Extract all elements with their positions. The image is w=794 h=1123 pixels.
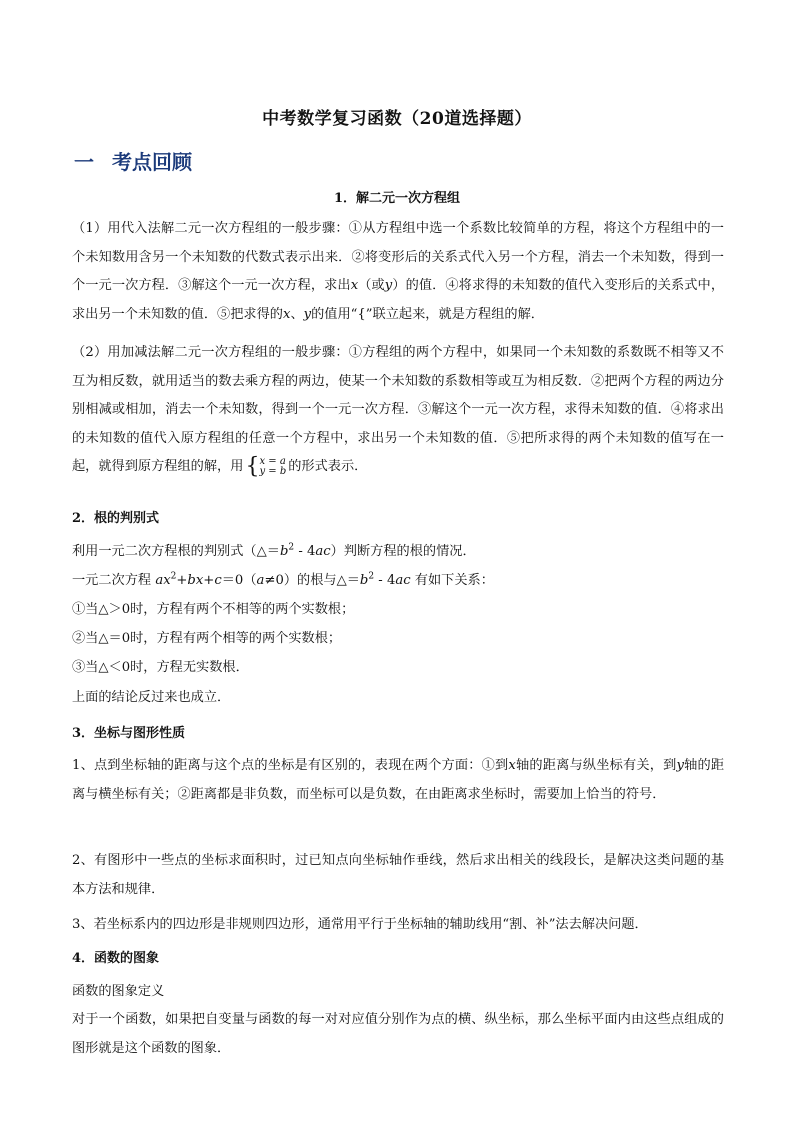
equation-system: [245, 453, 287, 479]
var-x: x: [508, 758, 516, 773]
s2-l2-h: - 4: [374, 573, 396, 588]
s3-paragraph-2: 2、有图形中一些点的坐标求面积时，过已知点向坐标轴作垂线，然后求出相关的线段长，是解决这类问题的基本方法和规律．: [72, 853, 724, 897]
s1-p2-text-a: （2）用加减法解二元一次方程组的一般步骤：①方程组的两个方程中，如果同一个未知数的系数既不相等又不互为相反数，就用适当的数去乘方程的两边，使某一个未知数的系数相等或互为相反数．②把两个方程的两边分别相减或相加，消去一个未知数，得到一个一元一次方程．③解这个一元一次方程，求得未知数的值．④将求出的未知数的值代入原方程组的任意一个方程中，求出另一个未知数的值．⑤把所求得的两个未知数的值写在一起，就得到原方程组的解，用: [72, 345, 724, 474]
s2-line-1: [72, 540, 476, 559]
s2-line-2: [72, 569, 494, 588]
var-y: y: [384, 278, 393, 293]
var-y: y: [303, 306, 312, 322]
var-a: a: [256, 573, 265, 588]
subsection-1-heading: 1．解二元一次方程组: [333, 191, 461, 206]
s3-p1-a: 1、点到坐标轴的距离与这个点的坐标是有区别的，表现在两个方面：①到: [72, 758, 509, 773]
var-y: y: [676, 758, 684, 773]
s2-line-3: ①当△＞0时，方程有两个不相等的两个实数根；: [72, 602, 355, 617]
s1-p1-sep: 、: [290, 306, 304, 322]
s2-l1-c: - 4: [294, 544, 316, 559]
s2-l1-a: 利用一元二次方程根的判别式（△＝: [72, 544, 280, 559]
exponent: 2: [288, 542, 295, 553]
s2-l2-j: 有如下关系：: [410, 573, 494, 588]
var-x: x: [283, 306, 291, 322]
section-number: 一: [74, 150, 94, 174]
system-row-2: y = b: [259, 465, 287, 477]
s1-paragraph-2: [72, 339, 724, 482]
document-title: 中考数学复习函数（20道选择题）: [262, 109, 532, 129]
s2-l2-f: ≠0）的根与△＝: [264, 573, 360, 588]
var-b: b: [279, 544, 289, 559]
s2-line-4: ②当△＝0时，方程有两个相等的两个实数根；: [72, 631, 342, 646]
var-bx-c: +bx+c: [176, 573, 222, 588]
s3-paragraph-3: 3、若坐标系内的四边形是非规则四边形，通常用平行于坐标轴的辅助线用“割、补”法去解决问题．: [72, 917, 648, 932]
var-ac: ac: [395, 573, 411, 588]
s1-p1-text-b: ）的值．④将求得的未知数的值代入变形后的关系式中，求出另一个未知数的值．⑤把求得的: [72, 278, 725, 322]
s1-p2-text-b: 的形式表示．: [288, 459, 368, 474]
subsection-4-heading: 4．函数的图象: [72, 951, 160, 966]
var-ac: ac: [315, 544, 331, 559]
section-heading: [74, 146, 192, 175]
s1-paragraph-1: [72, 215, 724, 329]
var-b: b: [359, 573, 369, 588]
s2-line-5: ③当△＜0时，方程无实数根．: [72, 660, 249, 675]
s3-paragraph-1: [72, 752, 724, 809]
s2-l1-e: ）判断方程的根的情况．: [330, 544, 476, 559]
s2-line-6: 上面的结论反过来也成立．: [72, 690, 231, 705]
var-x: x: [350, 278, 359, 293]
s2-l2-d: ＝0（: [221, 573, 257, 588]
s1-p1-text-a: （1）用代入法解二元一次方程组的一般步骤：①从方程组中选一个系数比较简单的方程，将这个方程组中的一个未知数用含另一个未知数的代数式表示出来．②将变形后的关系式代入另一个方程，消去一个未知数，得到一个一元一次方程．③解这个一元一次方程，求出: [72, 221, 724, 293]
subsection-3-heading: 3．坐标与图形性质: [72, 726, 186, 741]
s4-line-1: 函数的图象定义: [72, 984, 165, 999]
brace-icon: {: [245, 453, 260, 479]
s3-p1-c: 轴的距离与横坐标有关；②距离都是非负数，而坐标可以是负数，在由距离求坐标时，需要加上恰当的符号．: [72, 758, 725, 802]
subsection-2-heading: 2．根的判别式: [72, 511, 160, 526]
s4-paragraph-1: 对于一个函数，如果把自变量与函数的每一对对应值分别作为点的横、纵坐标，那么坐标平面内由这些点组成的图形就是这个函数的图象．: [72, 1012, 724, 1056]
s1-p1-text-c: 的值用“{”联立起来，就是方程组的解．: [311, 306, 544, 322]
s3-p1-b: 轴的距离与纵坐标有关，到: [515, 758, 677, 773]
system-row-1: x = a: [259, 455, 286, 467]
exponent: 2: [170, 571, 177, 582]
exponent: 2: [368, 571, 375, 582]
section-title: 考点回顾: [112, 150, 192, 174]
s1-p1-or: （或: [358, 278, 385, 293]
var-ax: ax: [155, 573, 171, 588]
s2-l2-a: 一元二次方程: [72, 573, 156, 588]
